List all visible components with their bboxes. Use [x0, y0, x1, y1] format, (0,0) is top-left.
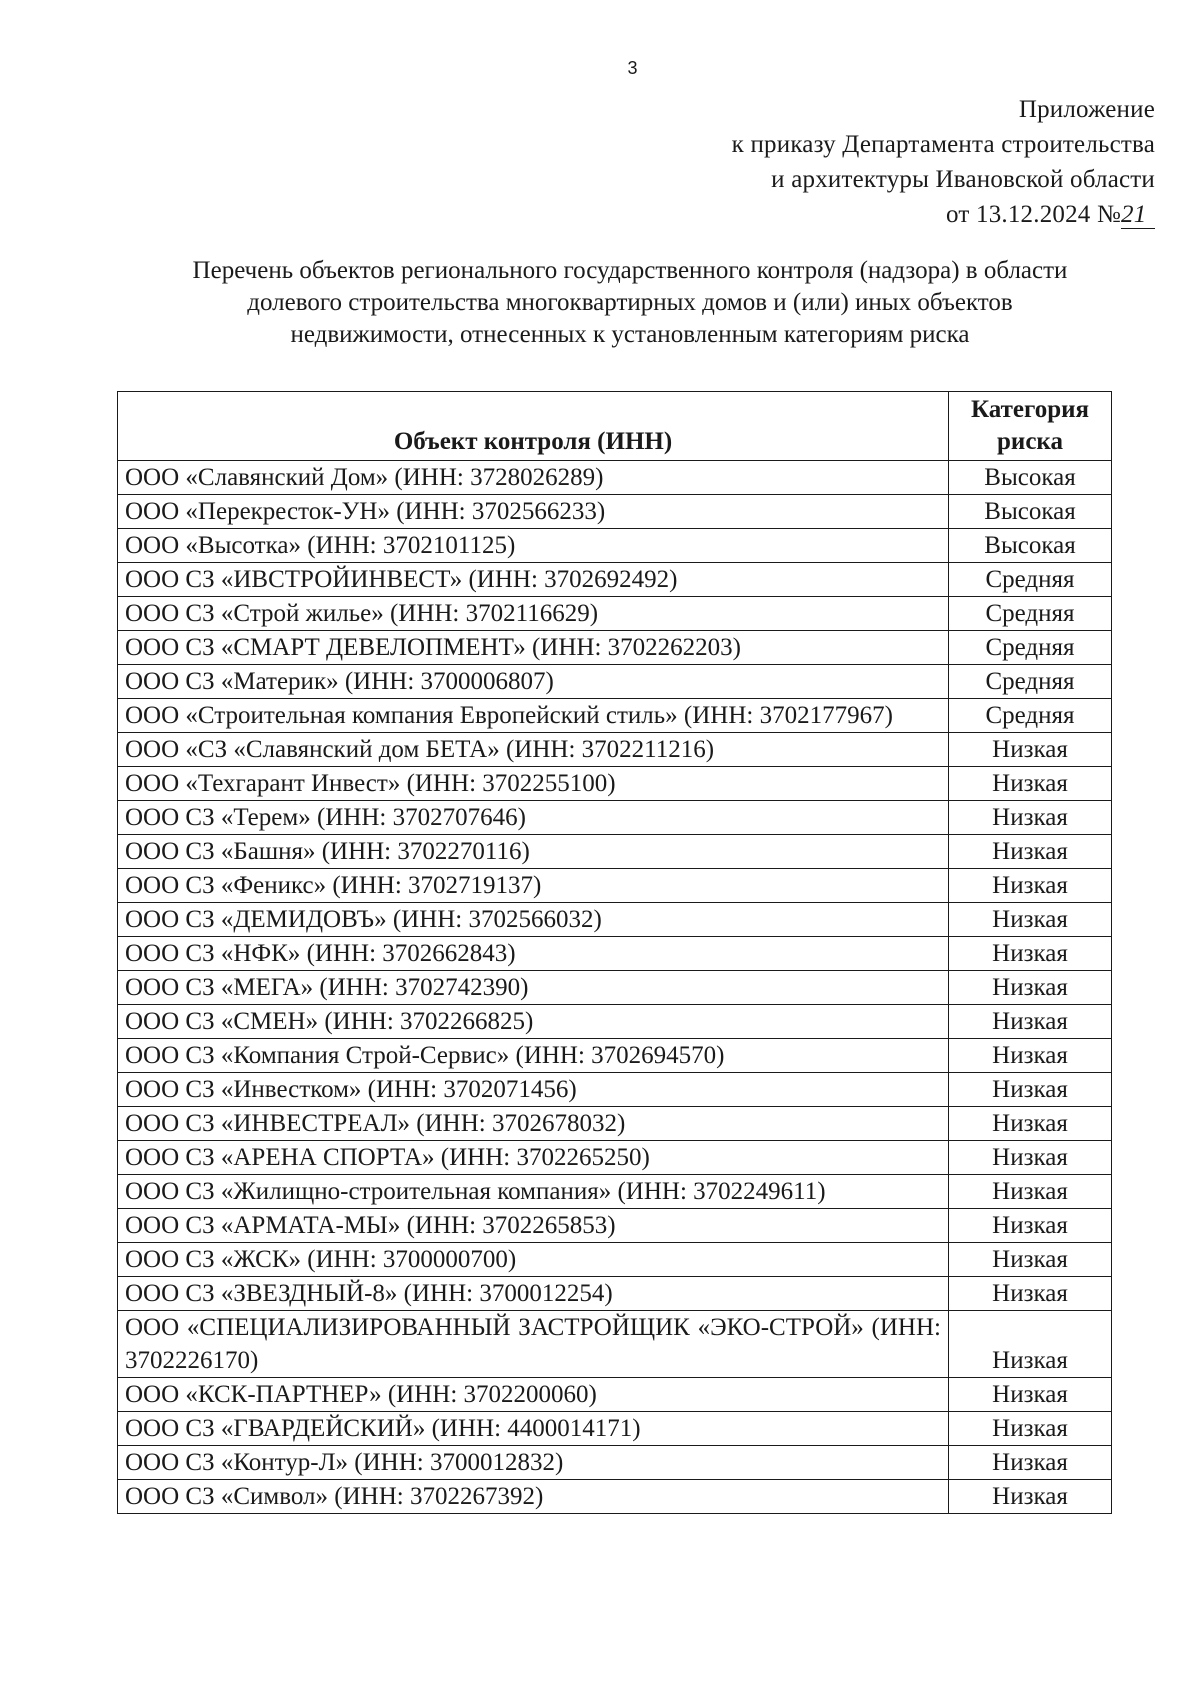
appendix-date: от 13.12.2024 №: [946, 201, 1121, 228]
row-object: ООО «СПЕЦИАЛИЗИРОВАННЫЙ ЗАСТРОЙЩИК «ЭКО-СТРОЙ» (ИНН: 3702226170): [118, 1311, 949, 1378]
row-object: ООО СЗ «МЕГА» (ИНН: 3702742390): [118, 971, 949, 1005]
row-object: ООО СЗ «Инвестком» (ИНН: 3702071456): [118, 1073, 949, 1107]
risk-category-table: [117, 391, 1112, 1514]
row-category: Низкая: [949, 1277, 1112, 1311]
row-category: Низкая: [949, 801, 1112, 835]
row-object: ООО СЗ «Контур-Л» (ИНН: 3700012832): [118, 1446, 949, 1480]
table-row: [118, 597, 1112, 631]
row-object: ООО «Техгарант Инвест» (ИНН: 3702255100): [118, 767, 949, 801]
row-object: ООО СЗ «ИНВЕСТРЕАЛ» (ИНН: 3702678032): [118, 1107, 949, 1141]
row-category: Низкая: [949, 1073, 1112, 1107]
row-object: ООО «СЗ «Славянский дом БЕТА» (ИНН: 3702211216): [118, 733, 949, 767]
row-category: Низкая: [949, 1446, 1112, 1480]
document-title: [90, 255, 1170, 351]
table-row: [118, 1277, 1112, 1311]
row-category: Средняя: [949, 597, 1112, 631]
table-row: [118, 937, 1112, 971]
row-category: Средняя: [949, 665, 1112, 699]
row-category: Высокая: [949, 529, 1112, 563]
row-object: ООО СЗ «СМЕН» (ИНН: 3702266825): [118, 1005, 949, 1039]
row-object: ООО СЗ «Башня» (ИНН: 3702270116): [118, 835, 949, 869]
title-line-2: долевого строительства многоквартирных домов и (или) иных объектов: [247, 289, 1013, 316]
row-object: ООО СЗ «АРЕНА СПОРТА» (ИНН: 3702265250): [118, 1141, 949, 1175]
row-object: ООО СЗ «Строй жилье» (ИНН: 3702116629): [118, 597, 949, 631]
table-header-row: [118, 392, 1112, 461]
table-row: [118, 665, 1112, 699]
header-category: Категория риска: [949, 392, 1112, 461]
table-row: [118, 1480, 1112, 1514]
row-category: Низкая: [949, 1412, 1112, 1446]
row-object: ООО «КСК-ПАРТНЕР» (ИНН: 3702200060): [118, 1378, 949, 1412]
row-category: Низкая: [949, 1175, 1112, 1209]
table-row: [118, 869, 1112, 903]
table-row: [118, 801, 1112, 835]
row-object: ООО СЗ «ИВСТРОЙИНВЕСТ» (ИНН: 3702692492): [118, 563, 949, 597]
row-object: ООО СЗ «ЗВЕЗДНЫЙ-8» (ИНН: 3700012254): [118, 1277, 949, 1311]
table-row: [118, 1311, 1112, 1378]
table-row: [118, 1005, 1112, 1039]
row-category: Низкая: [949, 835, 1112, 869]
row-category: Высокая: [949, 461, 1112, 495]
row-category: Средняя: [949, 563, 1112, 597]
row-category: Низкая: [949, 1378, 1112, 1412]
table-row: [118, 1378, 1112, 1412]
table-row: [118, 1175, 1112, 1209]
table-row: [118, 699, 1112, 733]
appendix-number: 21: [1121, 202, 1155, 229]
row-category: Низкая: [949, 869, 1112, 903]
header-object: Объект контроля (ИНН): [118, 392, 949, 461]
title-line-3: недвижимости, отнесенных к установленным категориям риска: [290, 321, 970, 348]
title-line-1: Перечень объектов регионального государственного контроля (надзора) в области: [192, 257, 1068, 284]
appendix-department-line: и архитектуры Ивановской области: [771, 166, 1155, 193]
row-category: Низкая: [949, 767, 1112, 801]
row-object: ООО СЗ «Материк» (ИНН: 3700006807): [118, 665, 949, 699]
row-category: Низкая: [949, 1243, 1112, 1277]
row-object: ООО СЗ «ДЕМИДОВЪ» (ИНН: 3702566032): [118, 903, 949, 937]
table-row: [118, 1107, 1112, 1141]
row-object: ООО СЗ «ГВАРДЕЙСКИЙ» (ИНН: 4400014171): [118, 1412, 949, 1446]
table-row: [118, 1039, 1112, 1073]
row-object: ООО «Перекресток-УН» (ИНН: 3702566233): [118, 495, 949, 529]
table-row: [118, 1141, 1112, 1175]
row-object: ООО СЗ «АРМАТА-МЫ» (ИНН: 3702265853): [118, 1209, 949, 1243]
table-row: [118, 733, 1112, 767]
table-row: [118, 563, 1112, 597]
row-category: Средняя: [949, 699, 1112, 733]
row-category: Низкая: [949, 1039, 1112, 1073]
row-object: ООО «Строительная компания Европейский стиль» (ИНН: 3702177967): [118, 699, 949, 733]
appendix-block: [732, 92, 1155, 232]
row-object: ООО СЗ «СМАРТ ДЕВЕЛОПМЕНТ» (ИНН: 3702262203): [118, 631, 949, 665]
table-row: [118, 529, 1112, 563]
row-object: ООО СЗ «ЖСК» (ИНН: 3700000700): [118, 1243, 949, 1277]
table-row: [118, 495, 1112, 529]
table-row: [118, 1446, 1112, 1480]
table-row: [118, 631, 1112, 665]
row-category: Низкая: [949, 1209, 1112, 1243]
row-category: Высокая: [949, 495, 1112, 529]
row-object: ООО СЗ «НФК» (ИНН: 3702662843): [118, 937, 949, 971]
table-row: [118, 1209, 1112, 1243]
row-object: ООО СЗ «Жилищно-строительная компания» (ИНН: 3702249611): [118, 1175, 949, 1209]
row-object: ООО СЗ «Терем» (ИНН: 3702707646): [118, 801, 949, 835]
table-row: [118, 767, 1112, 801]
row-category: Низкая: [949, 1107, 1112, 1141]
table-row: [118, 1243, 1112, 1277]
row-category: Низкая: [949, 733, 1112, 767]
row-object: ООО СЗ «Символ» (ИНН: 3702267392): [118, 1480, 949, 1514]
page-number: 3: [627, 58, 638, 78]
row-category: Низкая: [949, 903, 1112, 937]
row-category: Низкая: [949, 1311, 1112, 1378]
appendix-heading: Приложение: [1018, 96, 1155, 123]
row-category: Низкая: [949, 1005, 1112, 1039]
row-category: Средняя: [949, 631, 1112, 665]
row-category: Низкая: [949, 937, 1112, 971]
table-row: [118, 971, 1112, 1005]
table-row: [118, 461, 1112, 495]
table-row: [118, 1073, 1112, 1107]
appendix-date-line: [732, 197, 1155, 232]
table-row: [118, 835, 1112, 869]
row-object: ООО «Высотка» (ИНН: 3702101125): [118, 529, 949, 563]
row-object: ООО СЗ «Феникс» (ИНН: 3702719137): [118, 869, 949, 903]
table-body: [118, 461, 1112, 1514]
row-object: ООО «Славянский Дом» (ИНН: 3728026289): [118, 461, 949, 495]
row-object: ООО СЗ «Компания Строй-Сервис» (ИНН: 3702694570): [118, 1039, 949, 1073]
row-category: Низкая: [949, 1141, 1112, 1175]
row-category: Низкая: [949, 1480, 1112, 1514]
table-row: [118, 1412, 1112, 1446]
table-row: [118, 903, 1112, 937]
appendix-order-line: к приказу Департамента строительства: [731, 131, 1155, 158]
row-category: Низкая: [949, 971, 1112, 1005]
